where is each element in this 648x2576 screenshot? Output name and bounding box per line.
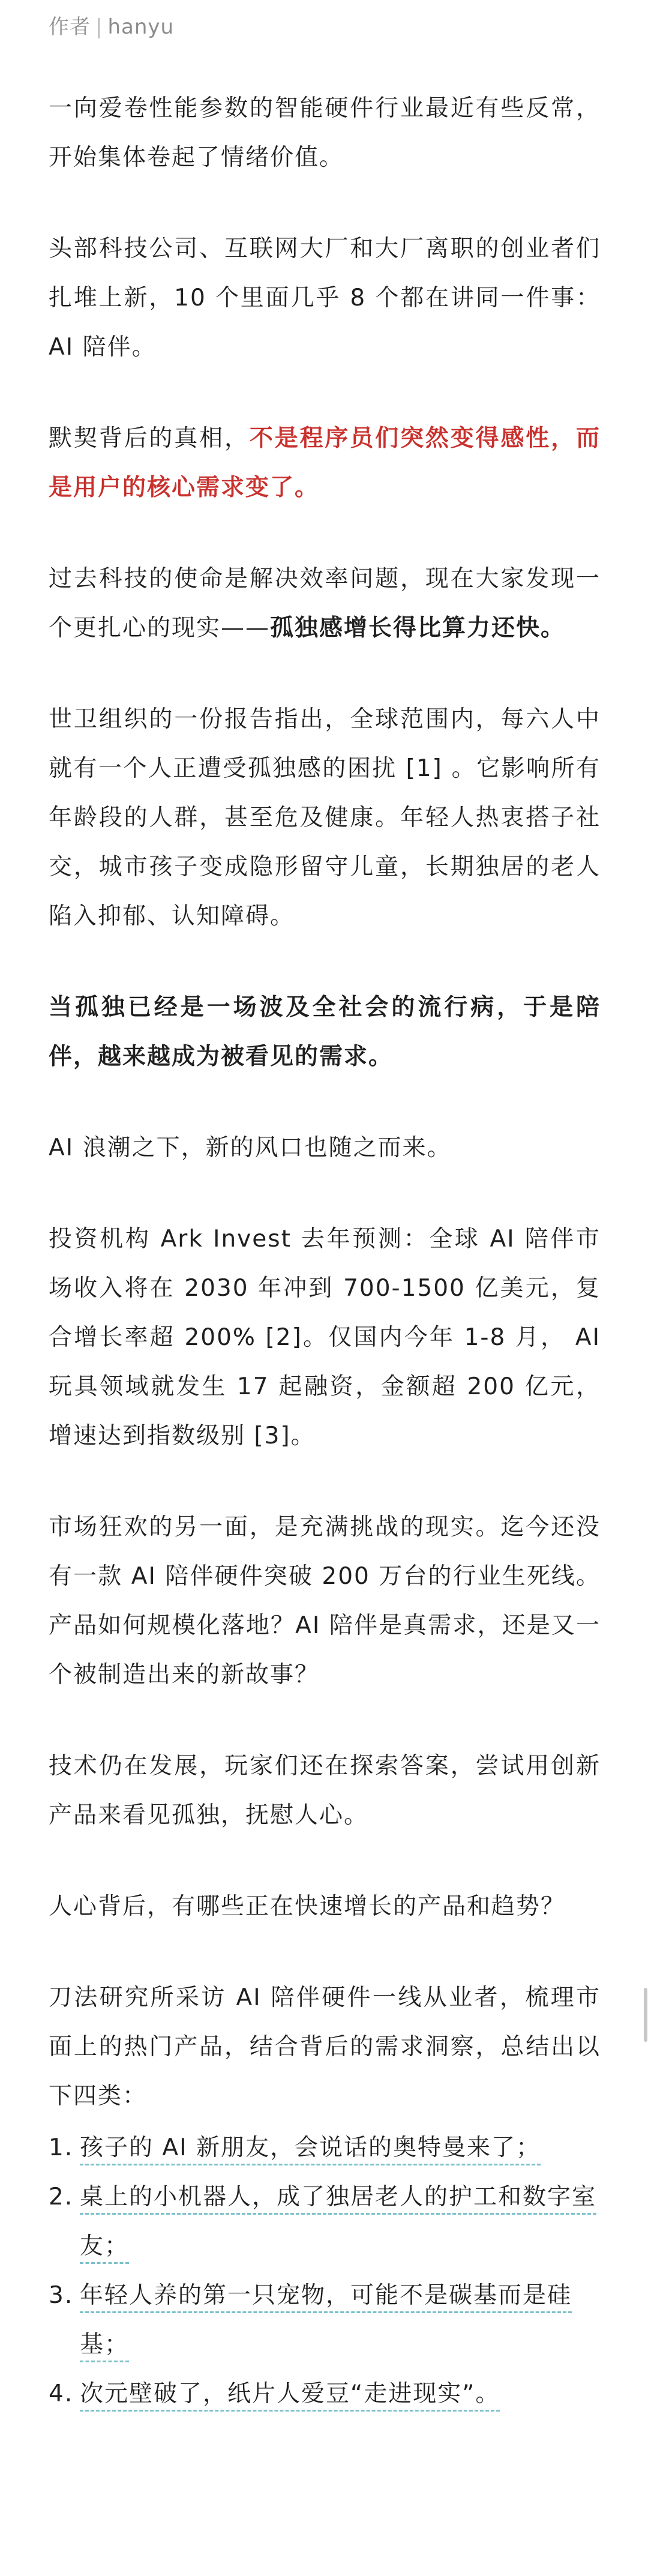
list-item-text: 桌上的小机器人，成了独居老人的护工和数字室友； (80, 2183, 596, 2264)
author-name[interactable]: hanyu (107, 15, 175, 39)
truth-lead-text: 默契背后的真相， (49, 425, 250, 452)
truth-highlight-text: 不是程序员们突然变得感性，而是用户的核心需求变了。 (49, 425, 601, 501)
list-item-number: 1. (49, 2134, 74, 2161)
list-item (49, 2271, 601, 2370)
list-item (49, 2370, 601, 2419)
list-item (49, 2123, 601, 2173)
list-item-number: 4. (49, 2380, 74, 2407)
list-item-number: 2. (49, 2183, 74, 2210)
author-separator: | (95, 15, 103, 39)
paragraph-intro: 一向爱卷性能参数的智能硬件行业最近有些反常，开始集体卷起了情绪价值。 (49, 95, 601, 171)
mission-bold-text: 孤独感增长得比算力还快。 (270, 615, 566, 642)
list-item (49, 2173, 601, 2271)
list-item-text: 次元壁破了，纸片人爱豆“走进现实”。 (80, 2380, 500, 2412)
list-item-text: 年轻人养的第一只宠物，可能不是碳基而是硅基； (80, 2282, 572, 2362)
paragraph-market-challenge: 市场狂欢的另一面，是充满挑战的现实。迄今还没有一款 AI 陪伴硬件突破 200 万台的行业生死线。产品如何规模化落地？AI 陪伴是真需求，还是又一个被制造出来的新故事？ (49, 1514, 601, 1688)
mission-lead-text: 过去科技的使命是解决效率问题，现在大家发现一个更扎心的现实—— (49, 565, 601, 642)
paragraph-mission (49, 555, 601, 653)
paragraph-exploration: 技术仍在发展，玩家们还在探索答案，尝试用创新产品来看见孤独，抚慰人心。 (49, 1753, 601, 1829)
category-list (49, 2123, 601, 2419)
paragraph-who-report: 世卫组织的一份报告指出，全球范围内，每六人中就有一个人正遭受孤独感的困扰 [1] 。它影响所有年龄段的人群，甚至危及健康。年轻人热衷搭子社交，城市孩子变成隐形留守儿童，长期独居的老人陷入抑郁、认知障碍。 (49, 706, 601, 930)
author-label: 作者 (49, 15, 91, 39)
paragraph-loneliness-epidemic: 当孤独已经是一场波及全社会的流行病，于是陪伴，越来越成为被看见的需求。 (49, 994, 601, 1070)
author-line (49, 13, 601, 41)
list-item-number: 3. (49, 2282, 74, 2309)
paragraph-ark-invest: 投资机构 Ark Invest 去年预测：全球 AI 陪伴市场收入将在 2030 年冲到 700-1500 亿美元，复合增长率超 200% [2]。仅国内今年 1-8 月， AI 玩具领域就发生 17 起融资，金额超 200 亿元，增速达到指数级别 [3]。 (49, 1226, 601, 1449)
scrollbar-thumb[interactable] (644, 1988, 647, 2042)
paragraph-research-summary: 刀法研究所采访 AI 陪伴硬件一线从业者，梳理市面上的热门产品，结合背后的需求洞察，总结出以下四类： (49, 1984, 601, 2110)
paragraph-truth (49, 414, 601, 513)
paragraph-trends-question: 人心背后，有哪些正在快速增长的产品和趋势？ (49, 1893, 566, 1920)
paragraph-ai-companion: 头部科技公司、互联网大厂和大厂离职的创业者们扎堆上新，10 个里面几乎 8 个都在讲同一件事：AI 陪伴。 (49, 235, 601, 361)
paragraph-ai-wave: AI 浪潮之下，新的风口也随之而来。 (49, 1134, 452, 1161)
article-body (49, 0, 601, 2419)
list-item-text: 孩子的 AI 新朋友，会说话的奥特曼来了； (80, 2134, 541, 2165)
